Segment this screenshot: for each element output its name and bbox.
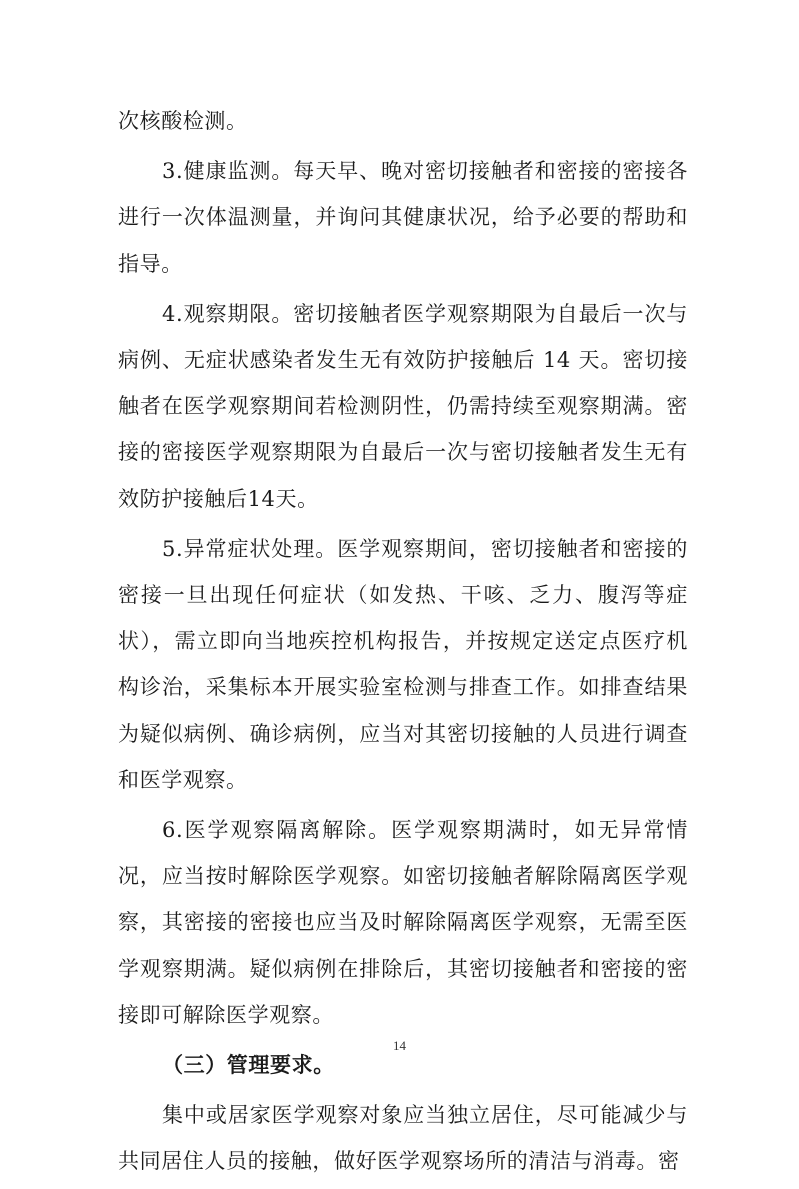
paragraph-health-monitoring: 3.健康监测。每天早、晚对密切接触者和密接的密接各进行一次体温测量，并询问其健康状况，给予必要的帮助和指导。 [118, 159, 688, 276]
paragraph-observation-period: 4.观察期限。密切接触者医学观察期限为自最后一次与病例、无症状感染者发生无有效防护接触后 14 天。密切接触者在医学观察期间若检测阴性，仍需持续至观察期满。密接的密接医学观察期限为自最后一次与密切接触者发生无有效防护接触后14天。 [118, 301, 688, 511]
paragraph-management-requirements: 集中或居家医学观察对象应当独立居住，尽可能减少与共同居住人员的接触，做好医学观察场所的清洁与消毒。密 [118, 1103, 688, 1174]
page-number: 14 [393, 1038, 406, 1053]
paragraph-release-from-observation: 6.医学观察隔离解除。医学观察期满时，如无异常情况，应当按时解除医学观察。如密切接触者解除隔离医学观察，其密接的密接也应当及时解除隔离医学观察，无需至医学观察期满。疑似病例在排除后，其密切接触者和密接的密接即可解除医学观察。 [118, 818, 688, 1027]
section-heading-management-requirements: （三）管理要求。 [162, 1053, 335, 1078]
body-text [118, 98, 688, 1189]
paragraph-continuation: 次核酸检测。 [118, 109, 248, 133]
paragraph-abnormal-symptoms: 5.异常症状处理。医学观察期间，密切接触者和密接的密接一旦出现任何症状（如发热、干咳、乏力、腹泻等症状），需立即向当地疾控机构报告，并按规定送定点医疗机构诊治，采集标本开展实验室检测与排查工作。如排查结果为疑似病例、确诊病例，应当对其密切接触的人员进行调查和医学观察。 [118, 536, 688, 792]
